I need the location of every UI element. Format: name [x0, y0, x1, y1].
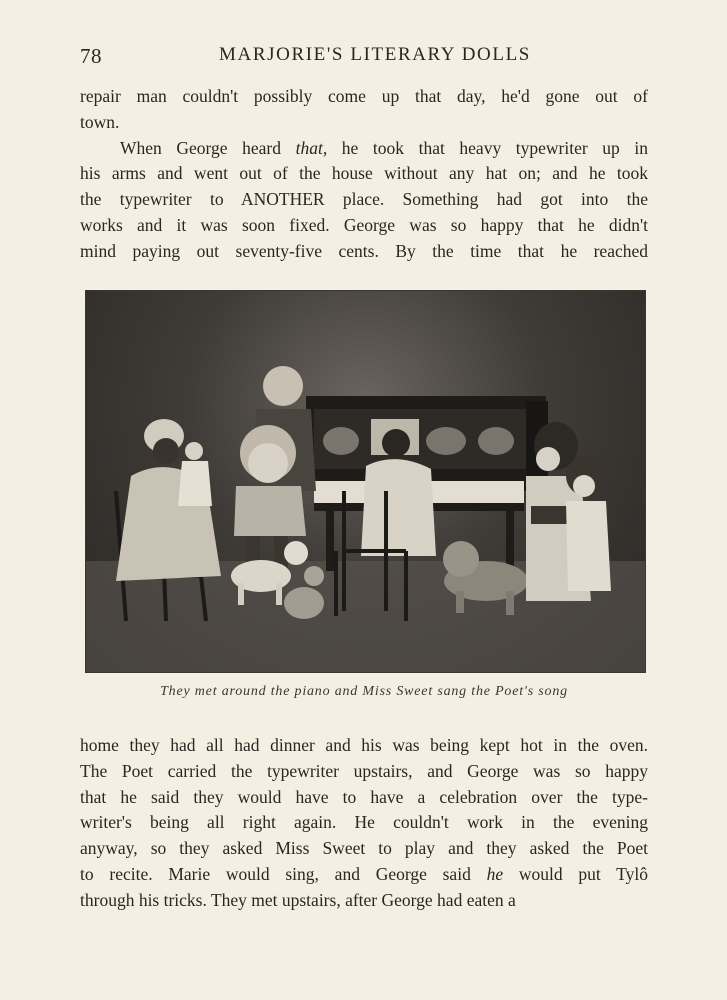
doll-photograph: [85, 290, 646, 673]
running-title: MARJORIE'S LITERARY DOLLS: [219, 44, 531, 65]
text-line: mind paying out seventy-five cents. By the time that he reached: [80, 240, 648, 261]
nanny-doll: [116, 419, 221, 581]
figure-caption: They met around the piano and Miss Sweet sang the Poet's song: [160, 684, 568, 699]
text-line: through his tricks. They met upstairs, after George had eaten a: [80, 889, 516, 910]
text-line: writer's being all right again. He couldn't work in the evening: [80, 812, 648, 833]
text-line: the typewriter to ANOTHER place. Something had got into the: [80, 189, 648, 210]
photo-illustration: [86, 291, 645, 672]
page-header: [80, 44, 648, 74]
text-line: When George heard that, he took that heavy typewriter up in: [120, 137, 648, 158]
text-line: repair man couldn't possibly come up that day, he'd gone out of: [80, 86, 648, 106]
text-line: town.: [80, 111, 120, 132]
emphasis-text: he: [486, 863, 504, 884]
paragraph-top: [80, 84, 648, 265]
text-line: The Poet carried the typewriter upstairs, and George was so happy: [80, 760, 648, 781]
text-line: his arms and went out of the house without any hat on; and he took: [80, 163, 648, 184]
text-line: works and it was soon fixed. George was so happy that he didn't: [80, 214, 648, 235]
text-line: anyway, so they asked Miss Sweet to play and they asked the Poet: [80, 838, 648, 859]
text-line: that he said they would have to have a celebration over the type-: [80, 786, 648, 807]
girl-dolls: [526, 422, 611, 601]
paragraph-bottom: [80, 733, 648, 914]
text-line: to recite. Marie would sing, and George said he would put Tylô: [80, 863, 648, 884]
emphasis-text: that,: [295, 137, 328, 158]
page-number: 78: [80, 44, 102, 68]
text-line: home they had all had dinner and his was being kept hot in the oven.: [80, 735, 648, 755]
boy-doll: [234, 366, 316, 571]
